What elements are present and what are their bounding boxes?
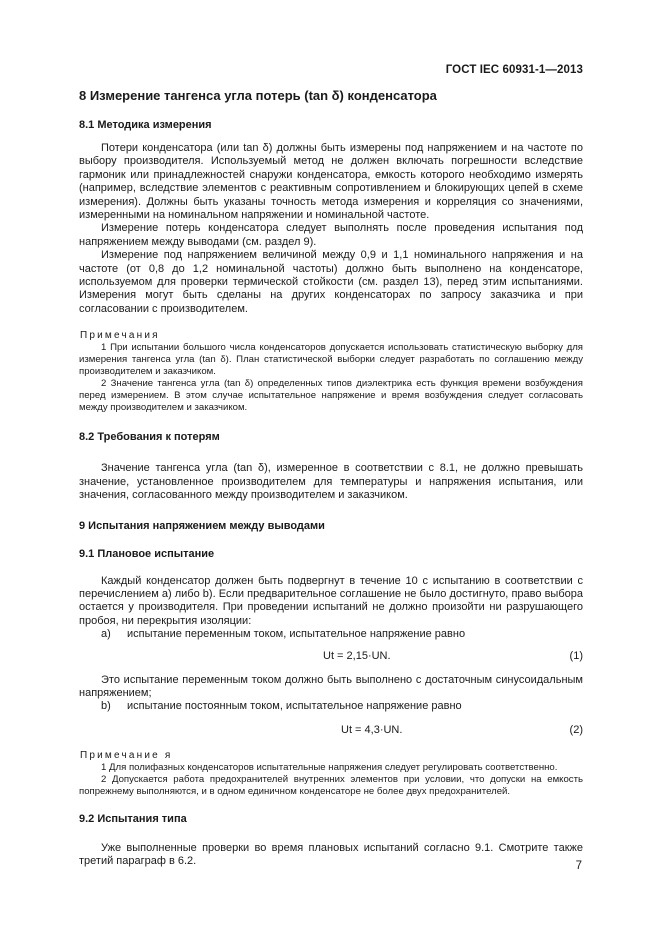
page-content [79, 88, 583, 869]
section-8-1-heading: 8.1 Методика измерения [79, 119, 212, 131]
list-item-a [79, 628, 583, 641]
list-item-text: испытание переменным током, испытательное напряжение равно [127, 628, 466, 641]
list-item-b [79, 700, 583, 713]
paragraph: Потери конденсатора (или tan δ) должны быть измерены под напряжением и на частоте по выбору производителя. Используемый метод не должен включать погрешности вследствие гармоник или принадлежностей снаружи конденсатора, емкость которого необходимо измерять (например, вследствие элементов с реактивным сопротивлением и блокирующих цепей в схеме измерения). Должны быть указаны точность метода измерения и корреляция со значениями, измеренными на номинальном напряжении и номинальной частоте. [79, 142, 583, 222]
equation-row [79, 722, 583, 738]
section-9-1-heading: 9.1 Плановое испытание [79, 547, 215, 560]
page-number: 7 [575, 860, 582, 872]
section-9-2-heading: 9.2 Испытания типа [79, 812, 187, 825]
section-9-heading: 9 Испытания напряжением между выводами [79, 519, 325, 532]
paragraph: Измерение под напряжением величиной между 0,9 и 1,1 номинального напряжения и на частоте (от 0,8 до 1,2 номинальной частоты) должно быть выполнено на конденсаторе, используемом для проверки термической стойкости (см. раздел 13), перед этим испытаниями. Измерения могут быть сделаны на других конденсаторах по запросу заказчика и при согласовании с производителем. [79, 249, 583, 315]
list-marker: a) [101, 628, 111, 641]
note-item: 2 Значение тангенса угла (tan δ) определенных типов диэлектрика есть функция времени возбуждения перед измерением. В этом случае испытательное напряжение и время возбуждения следует согласовать между производителем и заказчиком. [79, 378, 583, 414]
equation: Ut = 2,15·UN. [323, 649, 391, 662]
equation-row [79, 648, 583, 664]
paragraph: Измерение потерь конденсатора следует выполнять после проведения испытания под напряжением между выводами (см. раздел 9). [79, 222, 583, 248]
note-item: 2 Допускается работа предохранителей внутренних элементов при условии, что допуски на емкость попрежнему выполняются, и в одном единичном конденсаторе не более двух предохранителей. [79, 773, 583, 797]
paragraph: Значение тангенса угла (tan δ), измеренное в соответствии с 8.1, не должно превышать значение, установленное производителем для температуры и напряжения испытания, или значения, согласованного между производителем и заказчиком. [79, 462, 583, 502]
list-item-text: испытание постоянным током, испытательное напряжение равно [127, 700, 462, 713]
notes-heading: Примечание я [80, 749, 173, 761]
section-8-2-heading: 8.2 Требования к потерям [79, 431, 220, 444]
note-item: 1 При испытании большого числа конденсаторов допускается использовать статистическую выборку для измерения тангенса угла (tan δ). План статистической выборки следует разработать по соглашению между производителем и заказчиком. [79, 342, 583, 378]
equation: Ut = 4,3·UN. [341, 723, 403, 736]
standard-designation: ГОСТ IEC 60931-1—2013 [445, 64, 583, 76]
equation-number: (1) [569, 649, 583, 662]
paragraph: Уже выполненные проверки во время плановых испытаний согласно 9.1. Смотрите также третий параграф в 6.2. [79, 841, 583, 868]
notes-heading: Примечания [80, 330, 160, 342]
paragraph: Это испытание переменным током должно быть выполнено с достаточным синусоидальным напряжением; [79, 673, 583, 699]
note-item: 1 Для полифазных конденсаторов испытательные напряжения следует регулировать соответственно. [101, 761, 558, 773]
list-marker: b) [101, 700, 111, 713]
equation-number: (2) [569, 723, 583, 736]
section-8-heading: 8 Измерение тангенса угла потерь (tan δ) конденсатора [79, 88, 437, 103]
paragraph: Каждый конденсатор должен быть подвергнут в течение 10 с испытанию в соответствии с перечислением а) либо b). Если предварительное соглашение не было достигнуто, право выбора остается у производителя. При проведении испытаний не должно произойти ни разрушающего пробоя, ни перекрытия изоляции: [79, 574, 583, 627]
